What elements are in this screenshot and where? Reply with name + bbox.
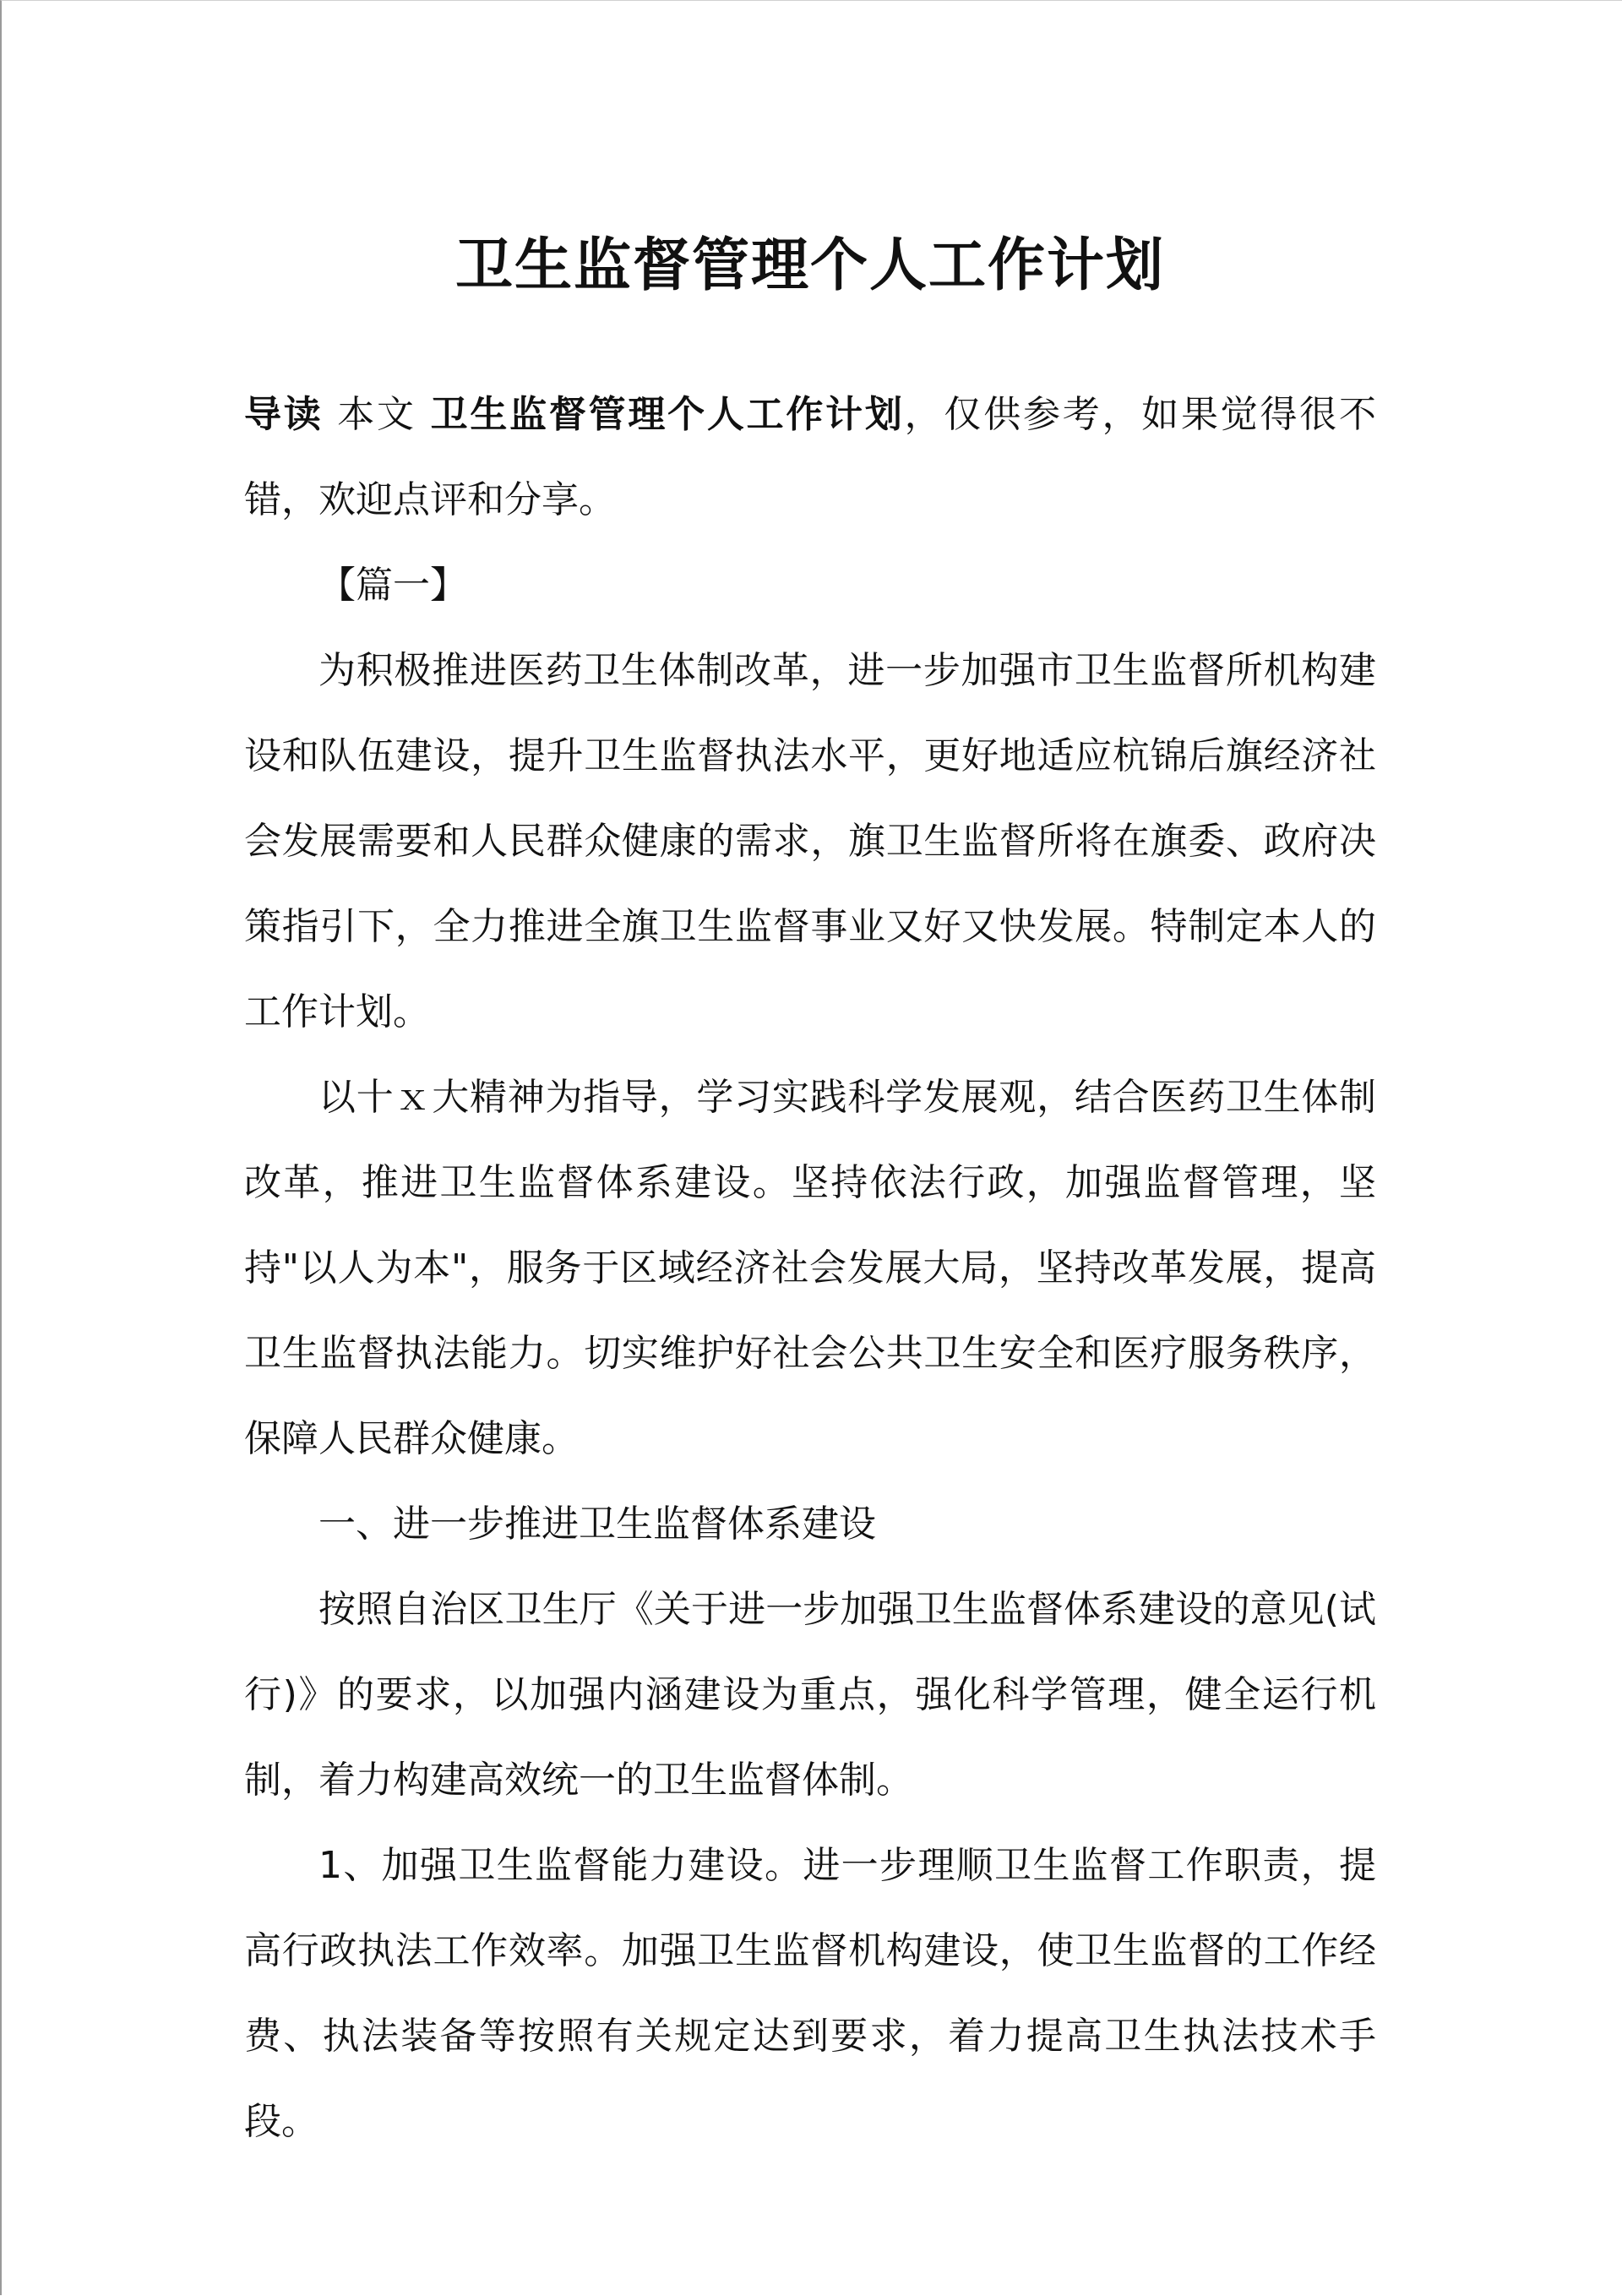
body-paragraph-3: 按照自治区卫生厅《关于进一步加强卫生监督体系建设的意见(试行)》的要求，以加强内涵建设为重点，强化科学管理，健全运行机制，着力构建高效统一的卫生监督体制。	[244, 1588, 1376, 1802]
lead-suffix: ，仅供参考，如果觉得很不错，欢迎点评和分享。	[244, 393, 1377, 521]
document-body	[244, 228, 1376, 2164]
body-paragraph-1: 为积极推进医药卫生体制改革，进一步加强市卫生监督所机构建设和队伍建设，提升卫生监督执法水平，更好地适应杭锦后旗经济社会发展需要和人民群众健康的需求，旗卫生监督所将在旗委、政府决策指引下，全力推进全旗卫生监督事业又好又快发展。特制定本人的工作计划。	[244, 649, 1376, 1033]
lead-label: 导读	[244, 393, 324, 436]
lead-paragraph	[244, 372, 1376, 543]
lead-prefix: 本文	[337, 393, 416, 436]
body-paragraph-4: 1、加强卫生监督能力建设。进一步理顺卫生监督工作职责，提高行政执法工作效率。加强卫生监督机构建设，使卫生监督的工作经费、执法装备等按照有关规定达到要求，着力提高卫生执法技术手段。	[244, 1844, 1376, 2143]
section-heading-1: 一、进一步推进卫生监督体系建设	[318, 1502, 876, 1546]
document-title: 卫生监督管理个人工作计划	[454, 232, 1165, 299]
lead-title-ref: 卫生监督管理个人工作计划	[430, 393, 905, 436]
body-paragraph-2: 以十ｘ大精神为指导，学习实践科学发展观，结合医药卫生体制改革，推进卫生监督体系建设。坚持依法行政，加强监督管理，坚持"以人为本"，服务于区域经济社会发展大局，坚持改革发展，提高卫生监督执法能力。切实维护好社会公共卫生安全和医疗服务秩序，保障人民群众健康。	[244, 1076, 1376, 1460]
section-marker: 【篇一】	[318, 564, 467, 607]
